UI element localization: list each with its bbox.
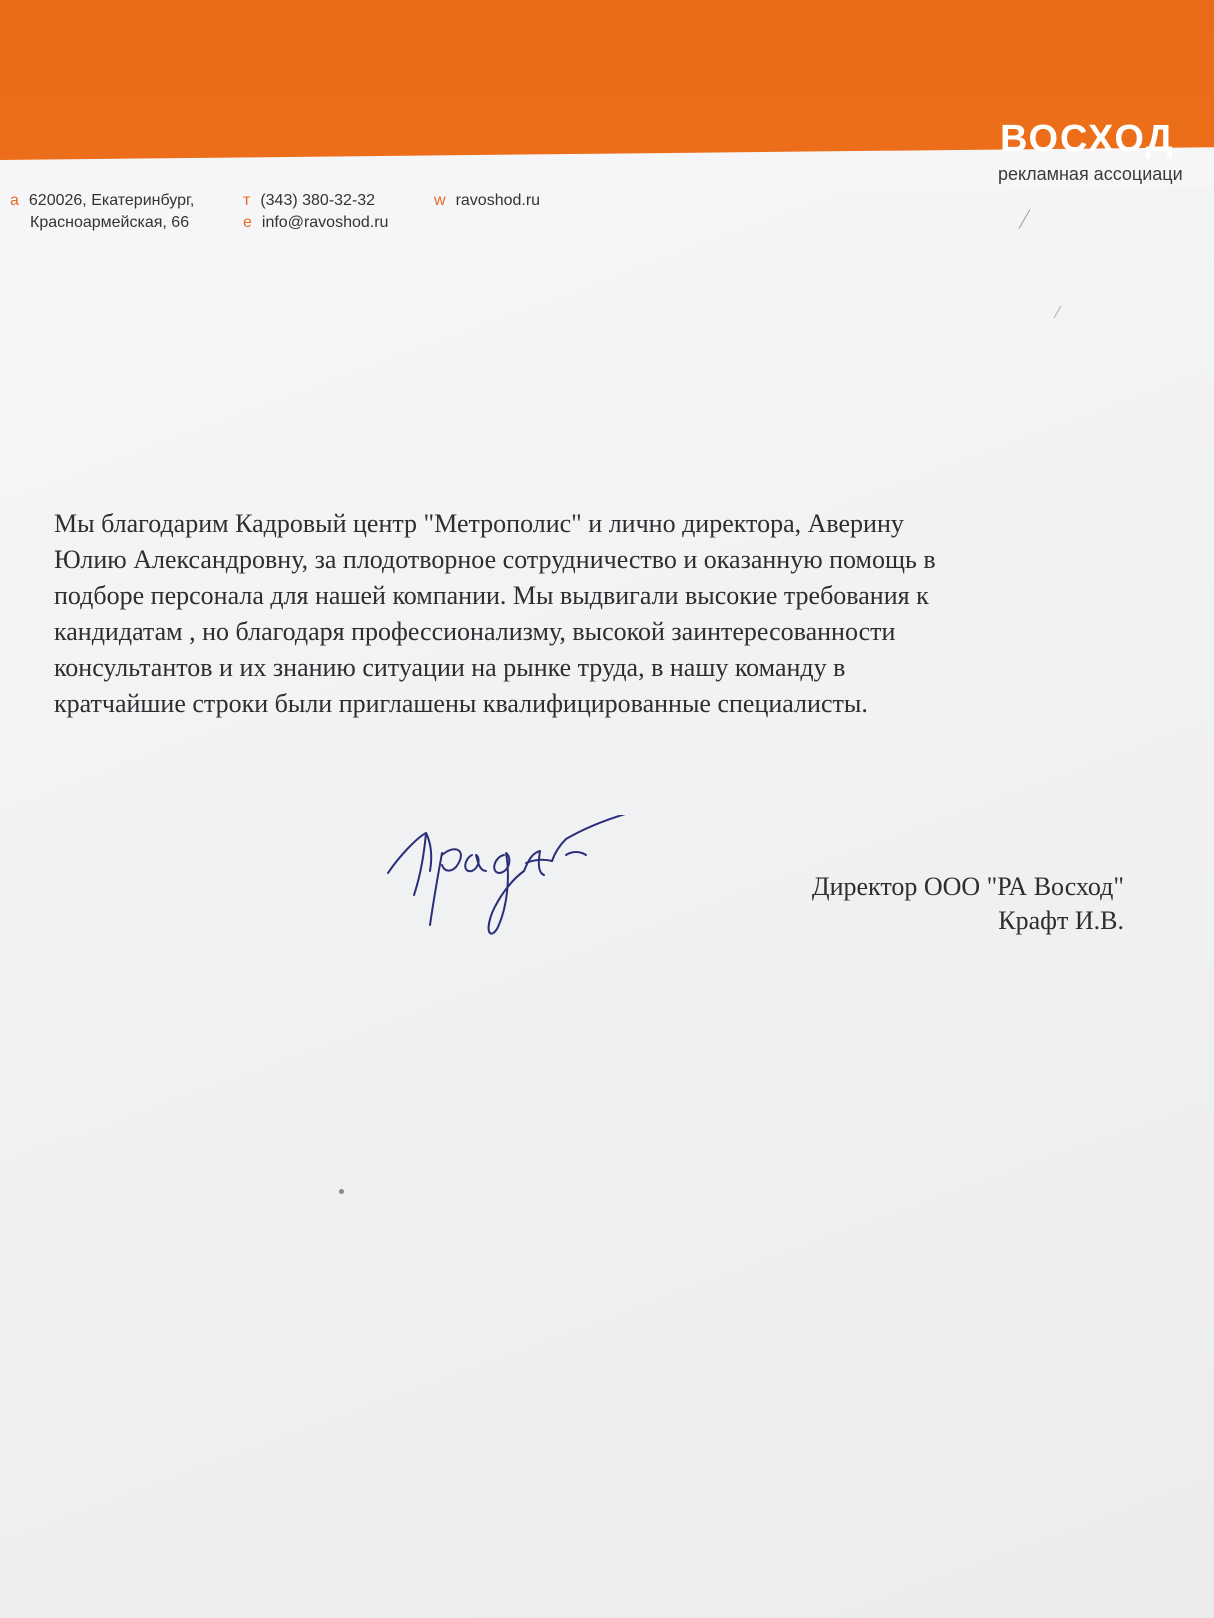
signatory-block	[812, 870, 1124, 938]
contact-phone-email	[243, 190, 388, 234]
paper-mark	[1054, 306, 1062, 319]
phone-value: (343) 380-32-32	[260, 192, 376, 209]
address-line-2: Красноармейская, 66	[30, 214, 190, 231]
contact-address	[10, 190, 194, 234]
signatory-title: Директор ООО "РА Восход"	[811, 872, 1124, 901]
brand-logo: ВОСХОД	[1000, 118, 1175, 160]
signatory-name: Крафт И.В.	[998, 906, 1124, 935]
address-key: а	[10, 192, 19, 209]
paper-speck	[339, 1189, 344, 1194]
web-value: ravoshod.ru	[455, 192, 541, 209]
contact-web	[434, 190, 540, 212]
letter-body: Мы благодарим Кадровый центр "Метрополис" и лично директора, Аверину Юлию Александровну, за плодотворное сотрудничество и оказанную помощь в подборе персонала для нашей компании. Мы выдвигали высокие требования к кандидатам , но благодаря профессионализму, высокой заинтересованности консультантов и их знанию ситуации на рынке труда, в нашу команду в кратчайшие строки были приглашены квалифицированные специалисты.	[54, 509, 936, 718]
paper-mark	[1019, 209, 1031, 229]
email-value: info@ravoshod.ru	[261, 214, 389, 231]
email-key: е	[243, 214, 252, 231]
phone-key: т	[243, 192, 251, 209]
web-key: w	[434, 192, 446, 209]
address-line-1: 620026, Екатеринбург,	[28, 192, 195, 209]
handwritten-signature	[380, 815, 725, 965]
brand-tagline: рекламная ассоциаци	[998, 164, 1183, 184]
